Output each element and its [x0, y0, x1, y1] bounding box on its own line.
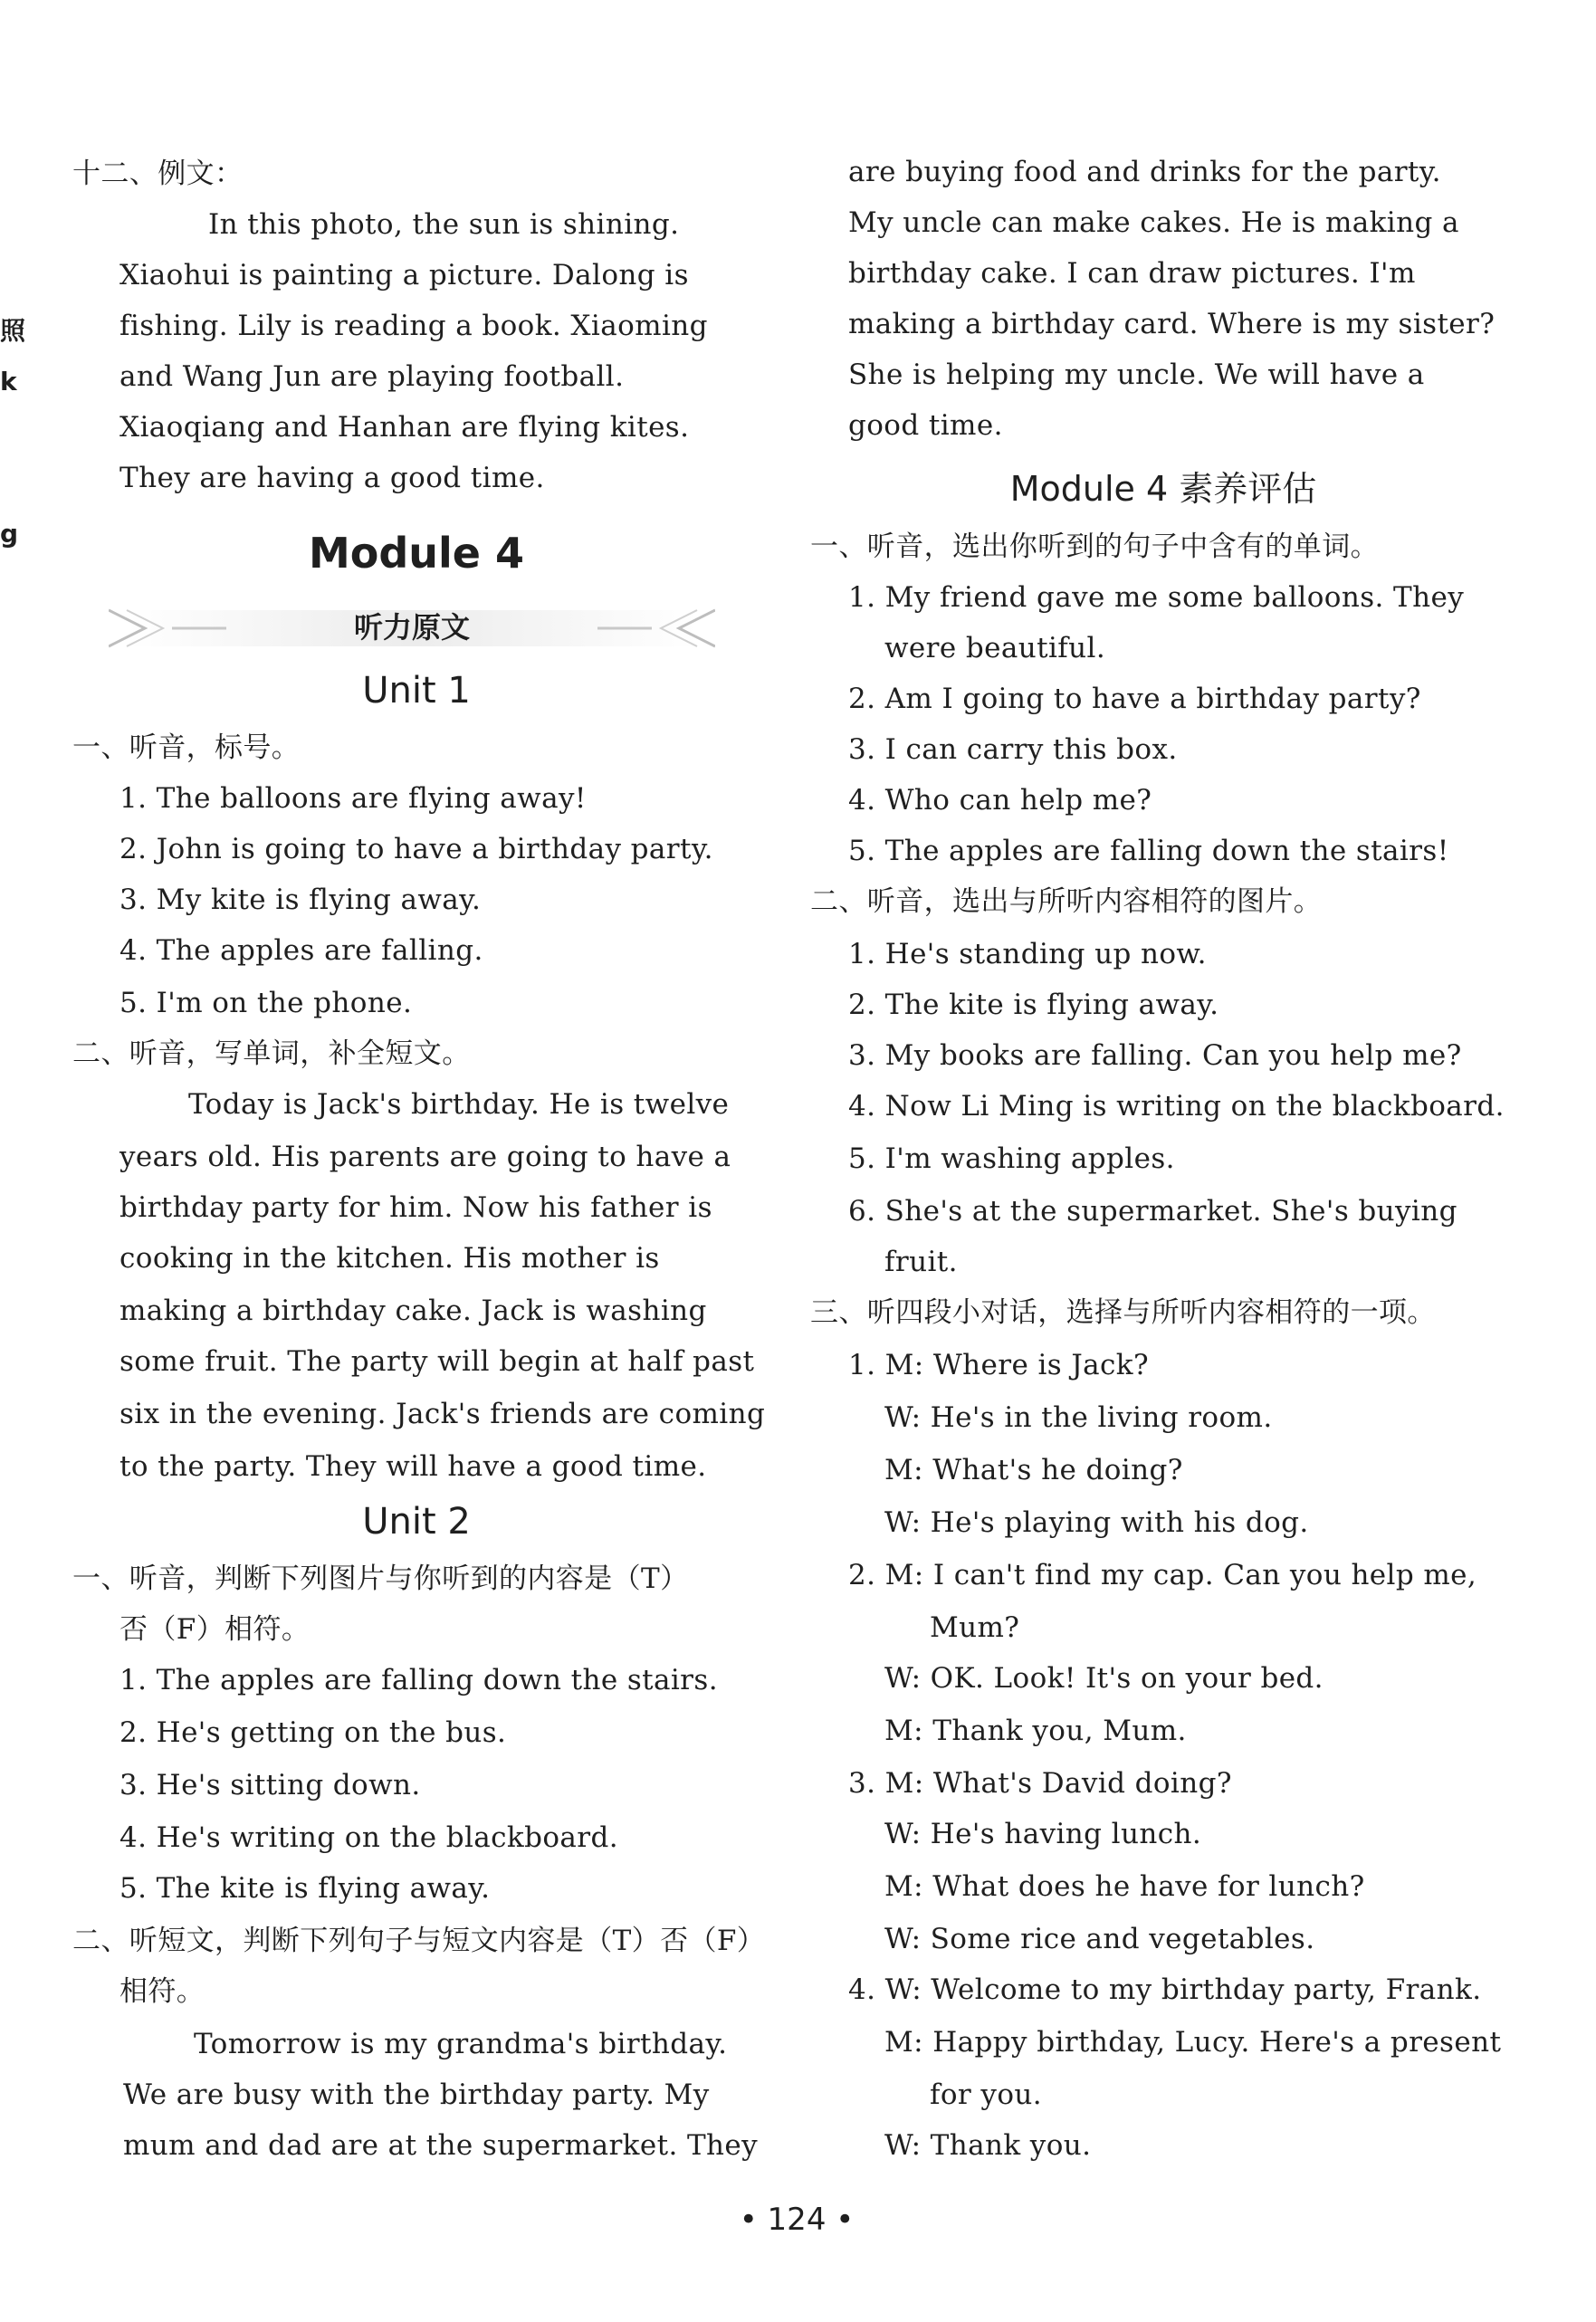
passage-line: making a birthday card. Where is my sister?: [848, 308, 1496, 340]
essay-line: fishing. Lily is reading a book. Xiaoming: [119, 310, 708, 342]
essay-line: and Wang Jun are playing football.: [119, 360, 625, 393]
unit1-part1-heading: 一、听音，标号。: [72, 731, 301, 764]
assessment-part3-heading: 三、听四段小对话，选择与所听内容相符的一项。: [810, 1296, 1436, 1329]
passage-line: to the party. They will have a good time.: [119, 1450, 707, 1483]
passage-line: Today is Jack's birthday. He is twelve: [188, 1088, 730, 1121]
passage-line: My uncle can make cakes. He is making a: [848, 206, 1459, 239]
list-item: 1. The balloons are flying away!: [119, 782, 587, 815]
passage-line: We are busy with the birthday party. My: [123, 2078, 710, 2111]
dialogue-line: 4. W: Welcome to my birthday party, Frank.: [848, 1973, 1482, 2006]
list-item: 3. My books are falling. Can you help me?: [848, 1039, 1462, 1072]
dialogue-line: W: OK. Look! It's on your bed.: [884, 1662, 1324, 1695]
unit1-part2-heading: 二、听音，写单词，补全短文。: [72, 1037, 471, 1070]
assessment-title: Module 4 素养评估: [1009, 469, 1317, 509]
list-item: 5. I'm on the phone.: [119, 987, 413, 1019]
dialogue-line: M: Thank you, Mum.: [884, 1715, 1187, 1747]
list-item: 4. Now Li Ming is writing on the blackboard.: [848, 1090, 1505, 1123]
list-item: 2. John is going to have a birthday party.: [119, 833, 713, 865]
list-item: 1. My friend gave me some balloons. They: [848, 581, 1465, 614]
essay-line: Xiaohui is painting a picture. Dalong is: [119, 259, 689, 291]
passage-line: Tomorrow is my grandma's birthday.: [194, 2028, 728, 2060]
list-item: 1. The apples are falling down the stairs.: [119, 1664, 718, 1696]
list-item: 3. My kite is flying away.: [119, 884, 482, 916]
passage-line: She is helping my uncle. We will have a: [848, 358, 1425, 391]
passage-line: are buying food and drinks for the party.: [848, 156, 1441, 188]
passage-line: cooking in the kitchen. His mother is: [119, 1242, 660, 1275]
list-item: 5. The apples are falling down the stairs!: [848, 835, 1449, 867]
unit2-part1-heading: 一、听音，判断下列图片与你听到的内容是（T）: [72, 1562, 689, 1595]
list-item-cont: fruit.: [884, 1246, 958, 1278]
unit2-part1-heading-cont: 否（F）相符。: [119, 1613, 311, 1646]
unit-1-title: Unit 1: [362, 670, 471, 712]
edge-glyph-3: g: [0, 519, 19, 549]
dialogue-line: W: He's playing with his dog.: [884, 1506, 1309, 1539]
dialogue-line: W: Thank you.: [884, 2129, 1092, 2162]
edge-glyph-1: 照: [0, 316, 26, 346]
dialogue-line: 3. M: What's David doing?: [848, 1767, 1232, 1800]
passage-line: making a birthday cake. Jack is washing: [119, 1295, 707, 1327]
list-item: 4. He's writing on the blackboard.: [119, 1821, 618, 1854]
passage-line: birthday cake. I can draw pictures. I'm: [848, 257, 1416, 290]
list-item: 1. He's standing up now.: [848, 938, 1207, 970]
passage-line: mum and dad are at the supermarket. They: [123, 2129, 759, 2162]
dialogue-line: Mum?: [930, 1611, 1020, 1644]
dialogue-line: M: Happy birthday, Lucy. Here's a present: [884, 2026, 1502, 2059]
passage-line: birthday party for him. Now his father is: [119, 1191, 712, 1224]
unit-2-title: Unit 2: [362, 1501, 471, 1543]
unit2-part2-heading-cont: 相符。: [119, 1975, 205, 2008]
essay-line: They are having a good time.: [119, 462, 545, 494]
assessment-part1-heading: 一、听音，选出你听到的句子中含有的单词。: [810, 530, 1379, 563]
dialogue-line: 2. M: I can't find my cap. Can you help me,: [848, 1559, 1477, 1591]
passage-line: six in the evening. Jack's friends are coming: [119, 1398, 766, 1430]
list-item: 5. I'm washing apples.: [848, 1142, 1175, 1175]
list-item: 4. Who can help me?: [848, 784, 1152, 817]
section-12-heading: 十二、例文：: [72, 158, 244, 190]
list-item: 2. The kite is flying away.: [848, 989, 1219, 1021]
edge-glyph-2: k: [0, 367, 17, 397]
banner-label: 听力原文: [353, 610, 470, 645]
page-number: • 124 •: [739, 2202, 855, 2238]
list-item: 5. The kite is flying away.: [119, 1872, 491, 1905]
dialogue-line: W: Some rice and vegetables.: [884, 1923, 1315, 1955]
list-item: 6. She's at the supermarket. She's buying: [848, 1195, 1457, 1228]
dialogue-line: 1. M: Where is Jack?: [848, 1349, 1150, 1381]
module-title: Module 4: [308, 529, 525, 578]
passage-line: years old. His parents are going to have a: [119, 1141, 731, 1173]
list-item: 3. I can carry this box.: [848, 733, 1178, 766]
list-item: 3. He's sitting down.: [119, 1769, 421, 1801]
list-item: 4. The apples are falling.: [119, 934, 483, 967]
dialogue-line: W: He's having lunch.: [884, 1818, 1202, 1850]
dialogue-line: M: What's he doing?: [884, 1454, 1183, 1486]
listening-banner: [109, 597, 715, 657]
dialogue-line: W: He's in the living room.: [884, 1401, 1273, 1434]
essay-line: Xiaoqiang and Hanhan are flying kites.: [119, 411, 690, 444]
dialogue-line: for you.: [930, 2078, 1043, 2111]
list-item: 2. Am I going to have a birthday party?: [848, 683, 1421, 715]
list-item: 2. He's getting on the bus.: [119, 1716, 507, 1749]
dialogue-line: M: What does he have for lunch?: [884, 1870, 1365, 1903]
unit2-part2-heading: 二、听短文，判断下列句子与短文内容是（T）否（F）: [72, 1925, 766, 1957]
essay-line: In this photo, the sun is shining.: [208, 208, 680, 241]
list-item-cont: were beautiful.: [884, 632, 1106, 664]
passage-line: good time.: [848, 409, 1003, 442]
passage-line: some fruit. The party will begin at half past: [119, 1345, 755, 1378]
assessment-part2-heading: 二、听音，选出与所听内容相符的图片。: [810, 885, 1323, 918]
